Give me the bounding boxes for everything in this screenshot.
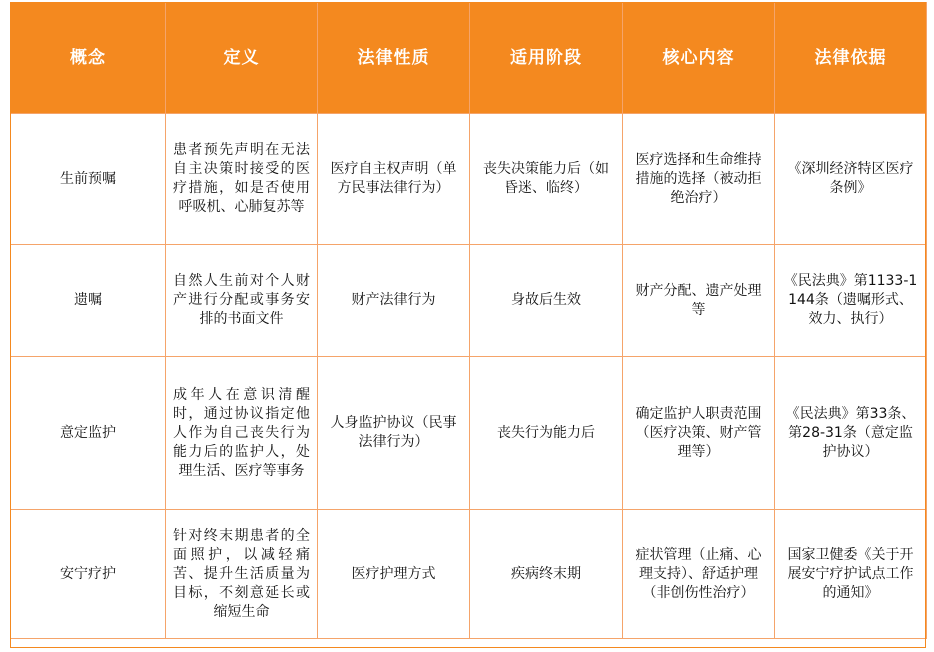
cell-core-content: 确定监护人职责范围（医疗决策、财产管理等）: [623, 357, 775, 510]
cell-core-content: 财产分配、遗产处理等: [623, 245, 775, 357]
cell-applicable-stage: 身故后生效: [470, 245, 623, 357]
cell-applicable-stage: 丧失决策能力后（如昏迷、临终）: [470, 114, 623, 245]
header-legal-nature: 法律性质: [318, 3, 470, 114]
table-header-row: [11, 3, 927, 114]
cell-definition: 患者预先声明在无法自主决策时接受的医疗措施，如是否使用呼吸机、心肺复苏等: [166, 114, 318, 245]
comparison-table: [10, 2, 927, 639]
header-legal-basis: 法律依据: [775, 3, 927, 114]
cell-applicable-stage: 丧失行为能力后: [470, 357, 623, 510]
header-concept: 概念: [11, 3, 166, 114]
cell-definition: 针对终末期患者的全面照护，以减轻痛苦、提升生活质量为目标，不刻意延长或缩短生命: [166, 510, 318, 639]
cell-definition: 自然人生前对个人财产进行分配或事务安排的书面文件: [166, 245, 318, 357]
cell-core-content: 症状管理（止痛、心理支持）、舒适护理（非创伤性治疗）: [623, 510, 775, 639]
cell-legal-nature: 医疗护理方式: [318, 510, 470, 639]
table-row: [11, 357, 927, 510]
cell-legal-basis: 国家卫健委《关于开展安宁疗护试点工作的通知》: [775, 510, 927, 639]
cell-legal-basis: 《深圳经济特区医疗条例》: [775, 114, 927, 245]
cell-concept: 遗嘱: [11, 245, 166, 357]
header-definition: 定义: [166, 3, 318, 114]
cell-legal-nature: 医疗自主权声明（单方民事法律行为）: [318, 114, 470, 245]
table-row: [11, 245, 927, 357]
header-core-content: 核心内容: [623, 3, 775, 114]
cell-concept: 意定监护: [11, 357, 166, 510]
cell-concept: 安宁疗护: [11, 510, 166, 639]
cell-definition: 成年人在意识清醒时，通过协议指定他人作为自己丧失行为能力后的监护人，处理生活、医疗等事务: [166, 357, 318, 510]
table-row: [11, 510, 927, 639]
comparison-table-wrapper: [10, 2, 926, 639]
header-applicable-stage: 适用阶段: [470, 3, 623, 114]
cell-legal-nature: 人身监护协议（民事法律行为）: [318, 357, 470, 510]
cell-legal-nature: 财产法律行为: [318, 245, 470, 357]
table-row: [11, 114, 927, 245]
cell-applicable-stage: 疾病终末期: [470, 510, 623, 639]
cell-core-content: 医疗选择和生命维持措施的选择（被动拒绝治疗）: [623, 114, 775, 245]
cell-legal-basis: 《民法典》第33条、第28-31条（意定监护协议）: [775, 357, 927, 510]
cell-concept: 生前预嘱: [11, 114, 166, 245]
cell-legal-basis: 《民法典》第1133-1144条（遗嘱形式、效力、执行）: [775, 245, 927, 357]
